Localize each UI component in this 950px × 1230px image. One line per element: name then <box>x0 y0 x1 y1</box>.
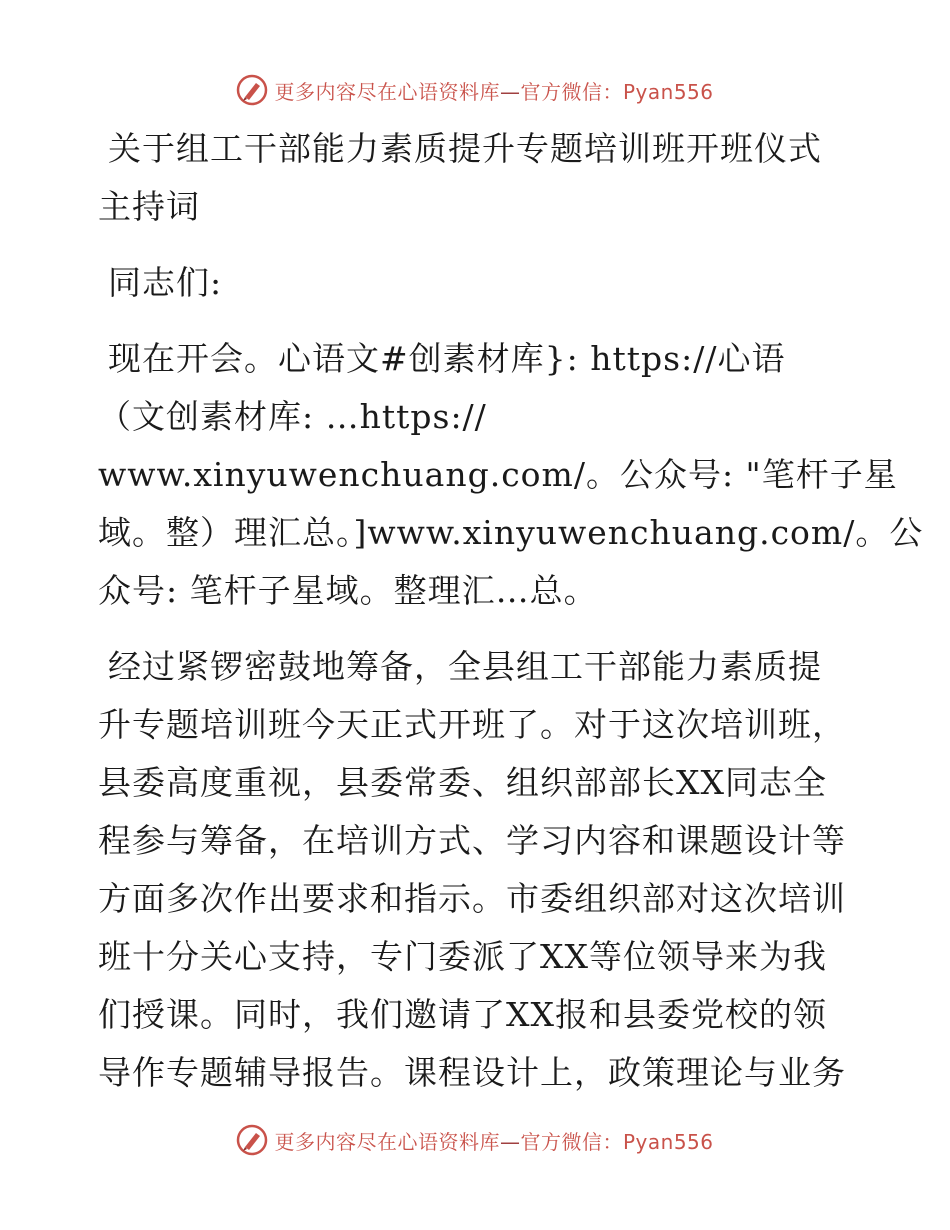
para1-line-3: www.xinyuwenchuang.com/。公众号: "笔杆子星 <box>98 455 898 494</box>
para2-line-7: 们授课。同时，我们邀请了XX报和县委党校的领 <box>98 995 827 1034</box>
banner-separator: — <box>499 1129 521 1154</box>
para2-line-2: 升专题培训班今天正式开班了。对于这次培训班， <box>98 705 846 744</box>
banner-wechat-label: 官方微信： <box>520 79 623 104</box>
banner-wechat-id: Pyan556 <box>622 1129 714 1154</box>
para1-line-4: 域。整）理汇总。]www.xinyuwenchuang.com/。公 <box>98 513 924 552</box>
para2-line-5: 方面多次作出要求和指示。市委组织部对这次培训 <box>98 879 846 918</box>
banner-wechat-id: Pyan556 <box>622 79 714 104</box>
title-line-1: 关于组工干部能力素质提升专题培训班开班仪式 <box>108 129 822 168</box>
banner-main-text: 更多内容尽在心语资料库 <box>274 79 500 104</box>
banner-main-text: 更多内容尽在心语资料库 <box>274 1129 500 1154</box>
title-line-2: 主持词 <box>98 187 200 226</box>
banner-separator: — <box>499 79 521 104</box>
para2-line-6: 班十分关心支持，专门委派了XX等位领导来为我 <box>98 937 827 976</box>
footer-banner <box>0 1120 950 1160</box>
para1-line-2: （文创素材库: …https:// <box>98 397 487 436</box>
pen-logo-icon <box>236 74 268 106</box>
banner-text <box>274 1126 713 1155</box>
pen-logo-icon <box>236 1124 268 1156</box>
para1-line-1: 现在开会。心语文#创素材库}: https://心语 <box>108 339 786 378</box>
greeting: 同志们: <box>108 263 223 302</box>
para2-line-3: 县委高度重视，县委常委、组织部部长XX同志全 <box>98 763 827 802</box>
header-banner <box>0 70 950 110</box>
banner-wechat-label: 官方微信： <box>520 1129 623 1154</box>
para2-line-8: 导作专题辅导报告。课程设计上，政策理论与业务 <box>98 1053 846 1092</box>
para1-line-5: 众号: 笔杆子星域。整理汇…总。 <box>98 571 598 610</box>
para2-line-1: 经过紧锣密鼓地筹备，全县组工干部能力素质提 <box>108 647 822 686</box>
para2-line-4: 程参与筹备，在培训方式、学习内容和课题设计等 <box>98 821 846 860</box>
banner-text <box>274 76 713 105</box>
document-body <box>98 120 924 1102</box>
